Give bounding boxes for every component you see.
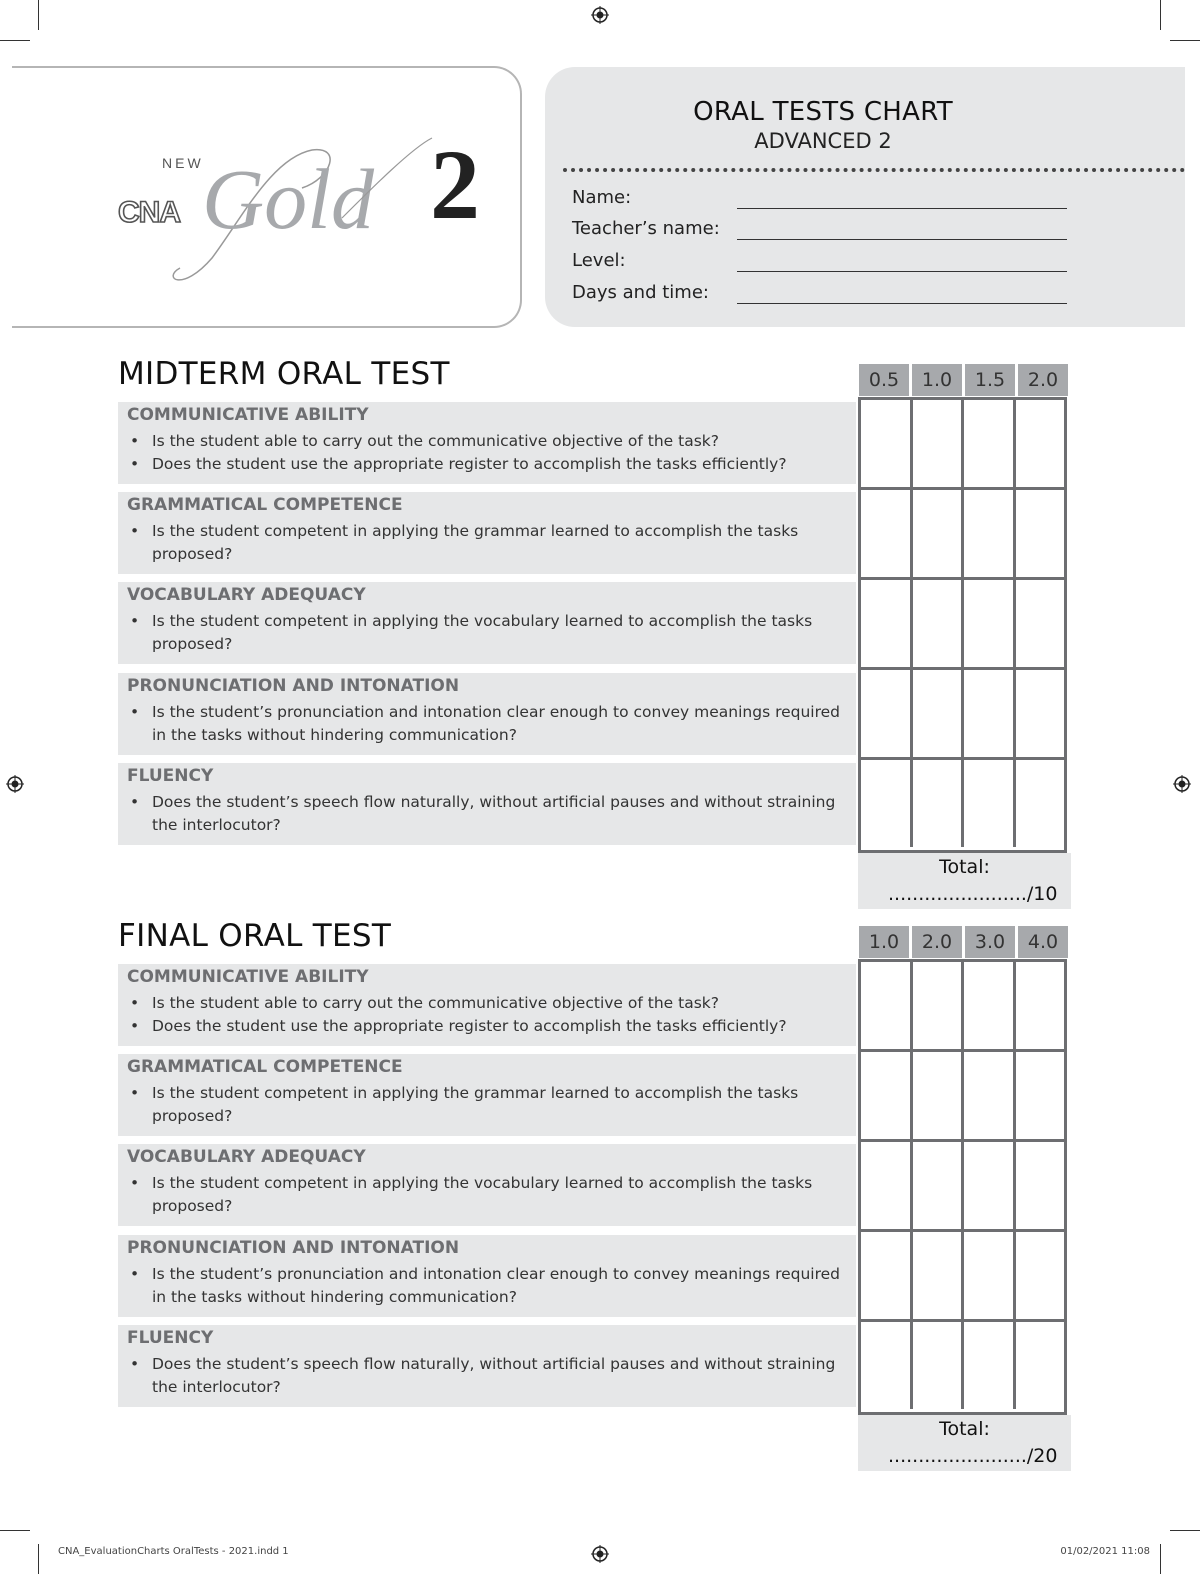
criterion-block [118,402,856,484]
score-cell[interactable] [861,400,913,487]
criterion-block [118,1325,856,1407]
score-grid [858,959,1067,1415]
criterion-question: • Does the student’s speech flow naturally, without artificial pauses and without straining the interlocutor? [127,791,848,837]
criterion-title: COMMUNICATIVE ABILITY [127,967,369,987]
logo-number-text: 2 [430,129,480,240]
score-cell[interactable] [964,580,1016,667]
score-cell[interactable] [1016,1052,1065,1139]
total-box [858,853,1071,909]
criterion-question: • Does the student use the appropriate register to accomplish the tasks efficiently? [127,1015,848,1038]
score-grid [858,397,1067,853]
criterion-block [118,763,856,845]
registration-mark-icon [591,6,609,24]
score-label: 1.5 [965,364,1015,396]
score-cell[interactable] [861,962,913,1049]
days-time-field[interactable] [572,282,1072,308]
score-cell[interactable] [913,1142,965,1229]
crop-mark [0,40,30,41]
field-label: Teacher’s name: [572,218,720,239]
criterion-title: PRONUNCIATION AND INTONATION [127,1238,460,1258]
criterion-block [118,964,856,1046]
cna-gold-logo [12,68,520,326]
total-label: Total: [939,1418,990,1440]
crop-mark [1160,1544,1161,1574]
criterion-title: COMMUNICATIVE ABILITY [127,405,369,425]
criterion-question: • Is the student competent in applying the grammar learned to accomplish the tasks proposed? [127,1082,848,1128]
score-header [859,364,1071,396]
score-cell[interactable] [913,760,965,847]
score-cell[interactable] [964,1322,1016,1409]
score-cell[interactable] [1016,580,1065,667]
score-cell[interactable] [964,1052,1016,1139]
score-label: 3.0 [965,926,1015,958]
score-row [861,1322,1064,1409]
criterion-title: VOCABULARY ADEQUACY [127,1147,366,1167]
field-line[interactable] [737,303,1067,304]
teacher-name-field[interactable] [572,218,1072,244]
score-row [861,400,1064,490]
name-field[interactable] [572,187,1072,213]
score-cell[interactable] [1016,490,1065,577]
registration-mark-icon [6,775,24,793]
score-cell[interactable] [861,1232,913,1319]
registration-mark-icon [1173,775,1191,793]
criterion-question: • Is the student competent in applying the vocabulary learned to accomplish the tasks proposed? [127,610,848,656]
midterm-section [118,356,1073,916]
score-cell[interactable] [1016,400,1065,487]
crop-mark [1170,1530,1200,1531]
score-row [861,1052,1064,1142]
logo-new-text: NEW [162,155,204,171]
score-cell[interactable] [1016,670,1065,757]
chart-subtitle: ADVANCED 2 [754,129,892,153]
score-label: 2.0 [1018,364,1068,396]
score-cell[interactable] [913,1052,965,1139]
criterion-question: • Does the student’s speech flow naturally, without artificial pauses and without straining the interlocutor? [127,1353,848,1399]
section-title: FINAL ORAL TEST [118,918,392,954]
logo-panel [12,66,522,328]
score-cell[interactable] [964,400,1016,487]
score-cell[interactable] [913,1322,965,1409]
criterion-block [118,1054,856,1136]
criterion-question: • Is the student competent in applying the grammar learned to accomplish the tasks proposed? [127,520,848,566]
field-line[interactable] [737,271,1067,272]
criterion-title: FLUENCY [127,766,214,786]
dotted-divider [563,168,1185,172]
score-cell[interactable] [1016,962,1065,1049]
score-row [861,962,1064,1052]
crop-mark [38,1544,39,1574]
field-label: Name: [572,187,632,208]
score-cell[interactable] [964,1232,1016,1319]
print-timestamp: 01/02/2021 11:08 [1060,1546,1150,1557]
total-value[interactable]: ......................./10 [888,883,1058,905]
score-row [861,580,1064,670]
score-row [861,490,1064,580]
criterion-title: GRAMMATICAL COMPETENCE [127,495,403,515]
field-label: Level: [572,250,626,271]
file-slug: CNA_EvaluationCharts OralTests - 2021.indd 1 [58,1546,289,1557]
logo-gold-text: Gold [202,151,374,247]
criterion-question: • Is the student able to carry out the communicative objective of the task? [127,992,848,1015]
score-cell[interactable] [964,670,1016,757]
criterion-question: • Is the student’s pronunciation and intonation clear enough to convey meanings required in the tasks without hindering communication? [127,701,848,747]
crop-mark [38,0,39,30]
score-cell[interactable] [1016,1232,1065,1319]
criterion-question: • Is the student competent in applying the vocabulary learned to accomplish the tasks proposed? [127,1172,848,1218]
criterion-question: • Does the student use the appropriate register to accomplish the tasks efficiently? [127,453,848,476]
score-row [861,1142,1064,1232]
criterion-block [118,582,856,664]
score-cell[interactable] [913,670,965,757]
score-row [861,670,1064,760]
total-label: Total: [939,856,990,878]
score-cell[interactable] [861,670,913,757]
level-field[interactable] [572,250,1072,276]
score-cell[interactable] [1016,760,1065,847]
field-line[interactable] [737,208,1067,209]
section-title: MIDTERM ORAL TEST [118,356,450,392]
crop-mark [1170,40,1200,41]
score-cell[interactable] [913,1232,965,1319]
criterion-block [118,1144,856,1226]
registration-mark-icon [591,1545,609,1563]
criterion-title: FLUENCY [127,1328,214,1348]
score-row [861,760,1064,847]
logo-cna-text: CNA [118,196,180,229]
score-cell[interactable] [964,1142,1016,1229]
score-cell[interactable] [861,760,913,847]
chart-title: ORAL TESTS CHART [693,97,953,127]
crop-mark [0,1530,30,1531]
criterion-block [118,673,856,755]
score-header [859,926,1071,958]
final-section [118,918,1073,1478]
score-row [861,1232,1064,1322]
crop-mark [1160,0,1161,30]
criterion-block [118,492,856,574]
score-cell[interactable] [964,490,1016,577]
score-label: 1.0 [859,926,909,958]
field-line[interactable] [737,239,1067,240]
score-cell[interactable] [1016,1142,1065,1229]
criterion-title: GRAMMATICAL COMPETENCE [127,1057,403,1077]
criterion-title: PRONUNCIATION AND INTONATION [127,676,460,696]
score-cell[interactable] [913,580,965,667]
score-label: 1.0 [912,364,962,396]
score-cell[interactable] [861,1322,913,1409]
criterion-title: VOCABULARY ADEQUACY [127,585,366,605]
score-cell[interactable] [964,962,1016,1049]
score-cell[interactable] [861,1052,913,1139]
score-label: 4.0 [1018,926,1068,958]
score-cell[interactable] [913,962,965,1049]
total-value[interactable]: ......................./20 [888,1445,1058,1467]
score-label: 0.5 [859,364,909,396]
score-cell[interactable] [861,580,913,667]
total-box [858,1415,1071,1471]
criterion-block [118,1235,856,1317]
criterion-question: • Is the student able to carry out the communicative objective of the task? [127,430,848,453]
score-cell[interactable] [964,760,1016,847]
student-info-panel [545,67,1185,327]
score-label: 2.0 [912,926,962,958]
criterion-question: • Is the student’s pronunciation and intonation clear enough to convey meanings required in the tasks without hindering communication? [127,1263,848,1309]
score-cell[interactable] [913,490,965,577]
field-label: Days and time: [572,282,709,303]
score-cell[interactable] [861,490,913,577]
score-cell[interactable] [913,400,965,487]
score-cell[interactable] [1016,1322,1065,1409]
score-cell[interactable] [861,1142,913,1229]
